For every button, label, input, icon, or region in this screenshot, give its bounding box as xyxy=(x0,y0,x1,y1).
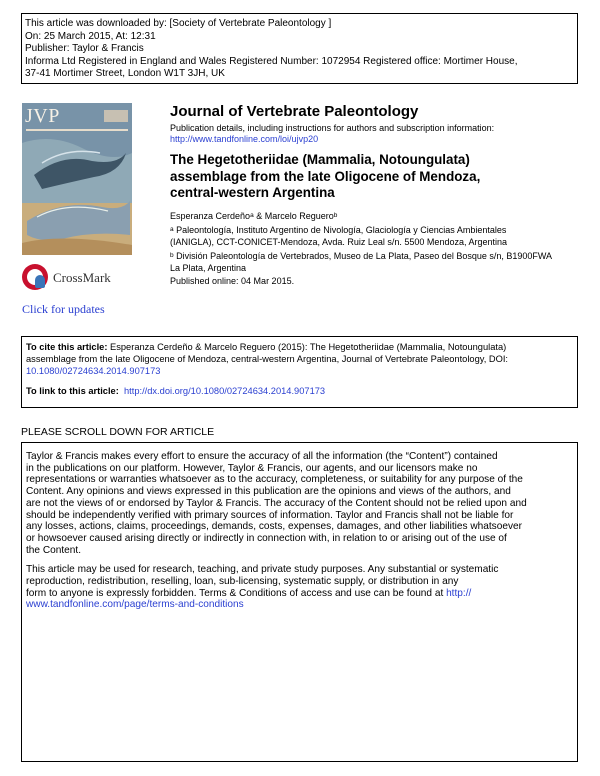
terms-line: This article may be used for research, teaching, and private study purposes. Any substantial or systematic xyxy=(26,564,499,576)
publication-details: Publication details, including instructions for authors and subscription information: xyxy=(170,123,495,133)
article-title-line: The Hegetotheriidae (Mammalia, Notoungulata) xyxy=(170,152,470,167)
cite-label: To cite this article: xyxy=(26,342,108,352)
affiliation-text: Paleontología, Instituto Argentino de Nivología, Glaciología y Ciencias Ambientales xyxy=(176,225,507,235)
citation-text: assemblage from the late Oligocene of Mendoza, central-western Argentina, Journal of Vertebrate Paleontology, DOI: xyxy=(26,354,508,364)
author-name: Esperanza Cerdeño xyxy=(170,211,251,221)
article-title-line: central-western Argentina xyxy=(170,185,335,201)
affiliation-text: La Plata, Argentina xyxy=(170,262,247,273)
affiliation-b xyxy=(170,251,552,274)
journal-title: Journal of Vertebrate Paleontology xyxy=(170,103,419,120)
download-info-line: On: 25 March 2015, At: 12:31 xyxy=(25,30,156,42)
authors xyxy=(170,211,337,223)
terms-link[interactable]: http:// xyxy=(446,587,472,599)
terms-line: reproduction, redistribution, reselling, loan, sub-licensing, systematic supply, or distribution in any xyxy=(26,576,459,588)
terms-paragraph xyxy=(26,564,577,611)
journal-url-link[interactable]: http://www.tandfonline.com/loi/ujvp20 xyxy=(170,134,319,144)
crossmark-badge[interactable] xyxy=(22,264,132,294)
published-online: Published online: 04 Mar 2015. xyxy=(170,276,295,286)
citation-box xyxy=(21,336,578,408)
disclaimer-line: or howsoever caused arising directly or indirectly in connection with, in relation to or arising out of the use of xyxy=(26,532,507,544)
cover-logo: JVP xyxy=(25,105,60,127)
disclaimer-line: representations or warranties whatsoever as to the accuracy, completeness, or suitability for any purpose of the xyxy=(26,474,523,486)
article-title xyxy=(170,152,480,202)
disclaimer-paragraph xyxy=(26,451,577,556)
citation-text: Esperanza Cerdeño & Marcelo Reguero (2015): The Hegetotheriidae (Mammalia, Notoungulata) xyxy=(107,342,507,352)
disclaimer-box xyxy=(21,442,578,762)
affiliation-marker: a xyxy=(170,226,174,233)
crossmark-label: CrossMark xyxy=(53,270,111,285)
disclaimer-line: the Content. xyxy=(26,544,81,556)
journal-cover-image xyxy=(22,103,132,255)
affiliation-text: (IANIGLA), CCT-CONICET-Mendoza, Avda. Ruiz Leal s/n. 5500 Mendoza, Argentina xyxy=(170,236,507,247)
affiliation-marker: a xyxy=(250,212,254,219)
disclaimer-line: Content. Any opinions and views expressed in this publication are the opinions and views of the authors, and xyxy=(26,486,511,498)
download-info-line: Publisher: Taylor & Francis xyxy=(25,43,144,55)
doi-link[interactable]: 10.1080/02724634.2014.907173 xyxy=(26,366,161,376)
cover-rule xyxy=(26,129,128,131)
disclaimer-line: any losses, actions, claims, proceedings, demands, costs, expenses, damages, and other liabilities whatsoever xyxy=(26,521,522,533)
article-link[interactable]: http://dx.doi.org/10.1080/02724634.2014.907173 xyxy=(123,386,326,396)
cover-badge xyxy=(104,110,128,122)
crossmark-icon xyxy=(22,264,48,290)
affiliation-marker: b xyxy=(333,212,338,219)
download-info-line: 37-41 Mortimer Street, London W1T 3JH, UK xyxy=(25,68,225,80)
disclaimer-line: in the publications on our platform. However, Taylor & Francis, our agents, and our licensors make no xyxy=(26,462,478,474)
scroll-notice: PLEASE SCROLL DOWN FOR ARTICLE xyxy=(21,426,215,438)
article-title-line: assemblage from the late Oligocene of Mendoza, xyxy=(170,168,481,184)
link-label: To link to this article: xyxy=(26,386,119,396)
terms-link[interactable]: www.tandfonline.com/page/terms-and-conditions xyxy=(26,599,244,611)
disclaimer-line: should be independently verified with primary sources of information. Taylor and Francis shall not be liable for xyxy=(26,509,514,521)
click-for-updates-link[interactable]: Click for updates xyxy=(22,302,105,316)
disclaimer-line: are not the views of or endorsed by Taylor & Francis. The accuracy of the Content should not be relied upon and xyxy=(26,497,527,509)
author-name: & Marcelo Reguero xyxy=(253,211,334,221)
download-info-line: This article was downloaded by: [Society of Vertebrate Paleontology ] xyxy=(25,18,332,29)
affiliation-marker: b xyxy=(170,252,174,259)
terms-line: form to anyone is expressly forbidden. Terms & Conditions of access and use can be found at xyxy=(26,587,447,599)
download-info-box xyxy=(21,13,578,84)
affiliation-text: División Paleontología de Vertebrados, Museo de La Plata, Paseo del Bosque s/n, B1900FWA xyxy=(176,251,553,261)
disclaimer-line: Taylor & Francis makes every effort to ensure the accuracy of all the information (the “Content”) contained xyxy=(26,451,498,462)
affiliation-a xyxy=(170,225,507,248)
download-info-line: Informa Ltd Registered in England and Wales Registered Number: 1072954 Registered office: Mortimer House, xyxy=(25,55,518,67)
